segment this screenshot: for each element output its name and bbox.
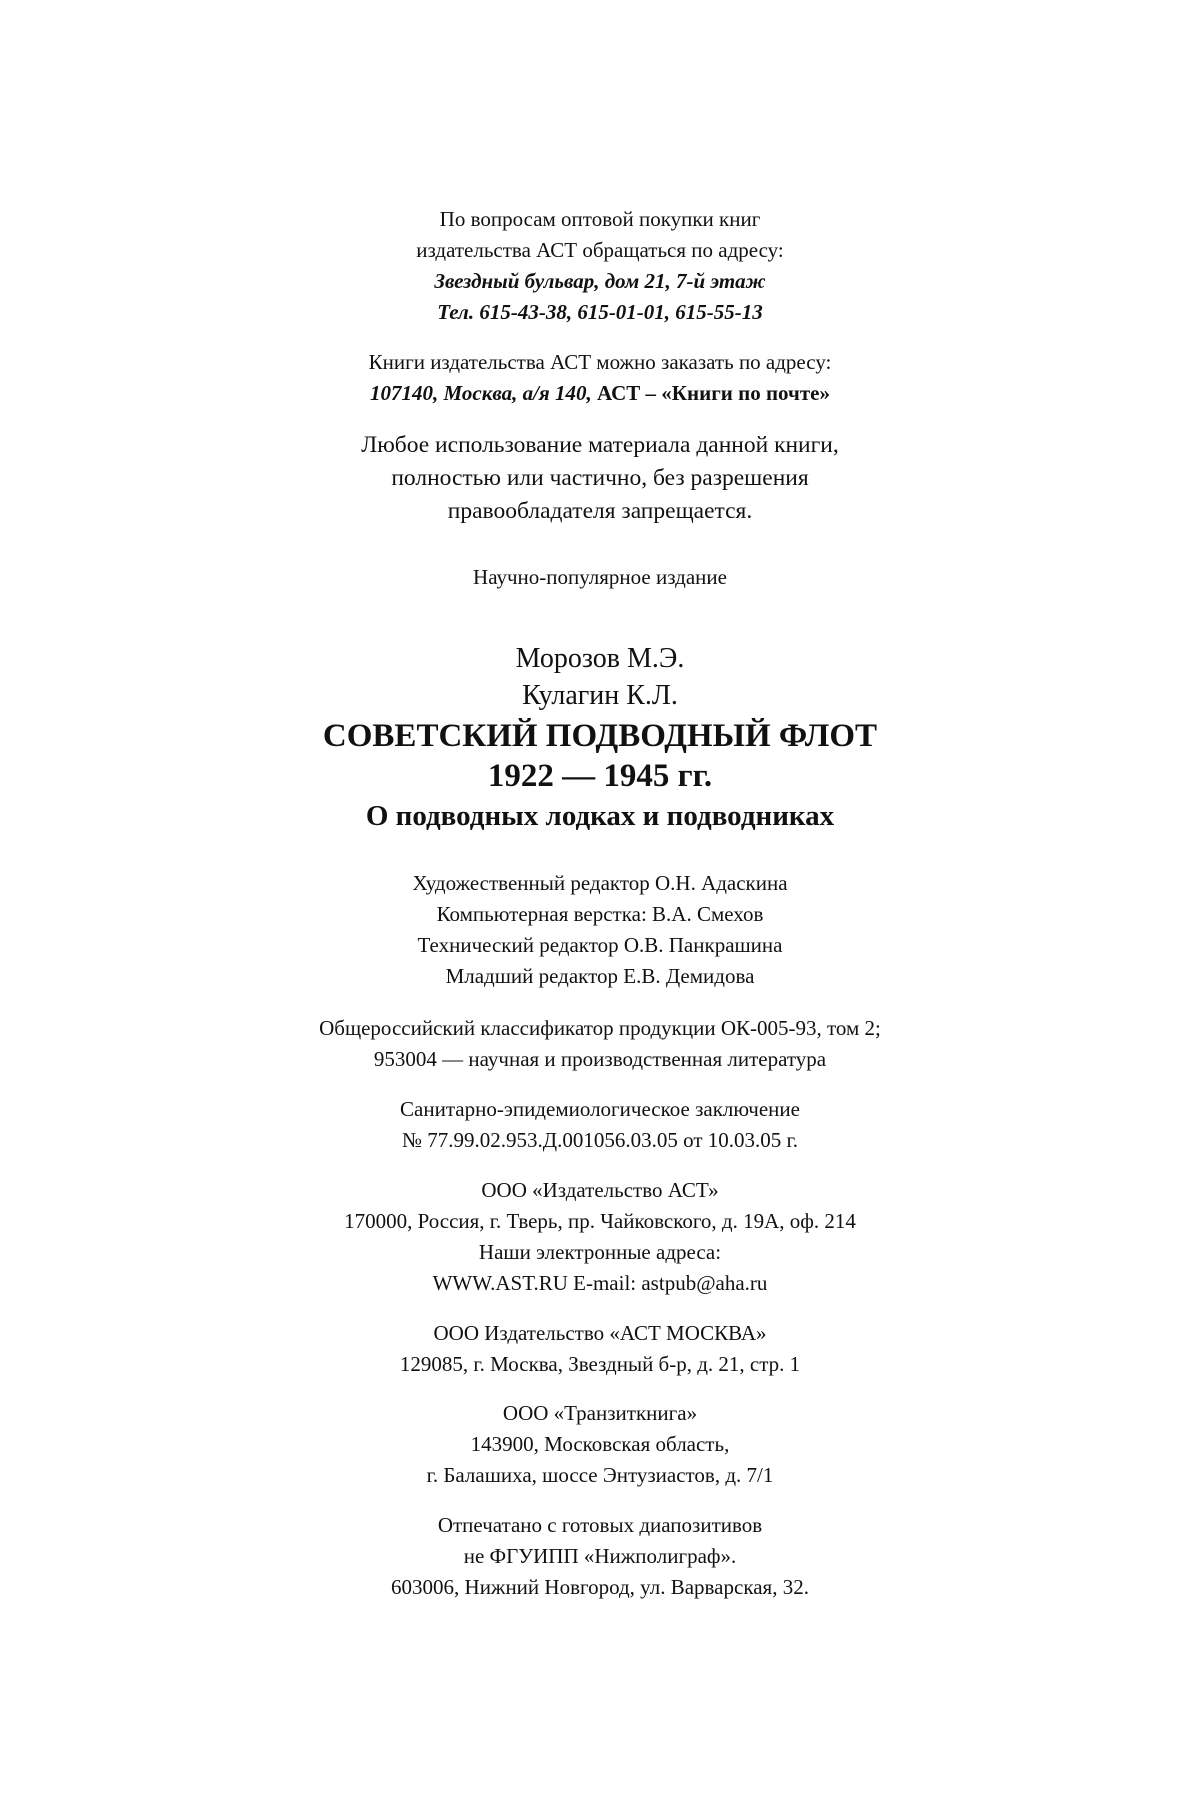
book-title: СОВЕТСКИЙ ПОДВОДНЫЙ ФЛОТ — [322, 718, 878, 754]
wholesale-address: Звездный бульвар, дом 21, 7-й этаж — [434, 269, 766, 293]
tranzit-block — [0, 1398, 1200, 1491]
publisher-moscow-address: 129085, г. Москва, Звездный б-р, д. 21, стр. 1 — [399, 1352, 801, 1376]
classifier-line-2: 953004 — научная и производственная литература — [373, 1047, 827, 1071]
tranzit-address: г. Балашиха, шоссе Энтузиастов, д. 7/1 — [426, 1463, 774, 1487]
order-postal-address: 107140, Москва, а/я 140, — [370, 381, 592, 405]
copyright-notice-block — [0, 429, 1200, 528]
order-line-1: Книги издательства АСТ можно заказать по адресу: — [368, 350, 832, 374]
printer-block — [0, 1510, 1200, 1603]
printer-line-1: Отпечатано с готовых диапозитивов — [437, 1513, 763, 1537]
book-subtitle: О подводных лодках и подводниках — [365, 800, 835, 832]
author-2: Кулагин К.Л. — [522, 680, 678, 711]
tranzit-region: 143900, Московская область, — [470, 1432, 730, 1456]
sanitary-block — [0, 1094, 1200, 1156]
wholesale-line-1: По вопросам оптовой покупки книг — [439, 207, 761, 231]
staff-layout: Компьютерная верстка: В.А. Смехов — [436, 902, 764, 926]
staff-junior-editor: Младший редактор Е.В. Демидова — [445, 964, 755, 988]
copyright-line-1: Любое использование материала данной книги, — [361, 432, 839, 458]
publisher-ast-name: ООО «Издательство АСТ» — [481, 1178, 719, 1202]
publisher-ast-block — [0, 1175, 1200, 1299]
publisher-ast-address: 170000, Россия, г. Тверь, пр. Чайковского, д. 19А, оф. 214 — [344, 1209, 856, 1233]
copyright-line-2: полностью или частично, без разрешения — [391, 465, 809, 491]
sanitary-line-2: № 77.99.02.953.Д.001056.03.05 от 10.03.05 г. — [401, 1128, 798, 1152]
printer-address: 603006, Нижний Новгород, ул. Варварская, 32. — [391, 1575, 809, 1599]
publisher-ast-email-label: Наши электронные адреса: — [478, 1240, 722, 1264]
order-mail-service: АСТ – «Книги по почте» — [591, 381, 830, 405]
copyright-line-3: правообладателя запрещается. — [447, 498, 753, 524]
order-info-block — [0, 347, 1200, 409]
book-title-block — [0, 716, 1200, 836]
staff-art-editor: Художественный редактор О.Н. Адаскина — [412, 871, 788, 895]
printer-line-2: не ФГУИПП «Нижполиграф». — [463, 1544, 737, 1568]
wholesale-line-2: издательства АСТ обращаться по адресу: — [416, 238, 784, 262]
tranzit-name: ООО «Транзиткнига» — [502, 1401, 698, 1425]
sanitary-line-1: Санитарно-эпидемиологическое заключение — [400, 1097, 800, 1121]
publisher-moscow-name: ООО Издательство «АСТ МОСКВА» — [433, 1321, 767, 1345]
authors-block — [0, 640, 1200, 714]
edition-type: Научно-популярное издание — [473, 565, 727, 589]
order-line-2 — [0, 378, 1200, 409]
classifier-line-1: Общероссийский классификатор продукции ОК-005-93, том 2; — [319, 1016, 881, 1040]
wholesale-phones: Тел. 615-43-38, 615-01-01, 615-55-13 — [437, 300, 763, 324]
classifier-block — [0, 1013, 1200, 1075]
book-years: 1922 — 1945 гг. — [487, 758, 713, 794]
staff-credits-block — [0, 868, 1200, 992]
publisher-moscow-block — [0, 1318, 1200, 1380]
edition-type-block — [0, 562, 1200, 593]
author-1: Морозов М.Э. — [515, 643, 685, 674]
publisher-ast-web: WWW.AST.RU E-mail: astpub@aha.ru — [432, 1271, 768, 1295]
staff-technical-editor: Технический редактор О.В. Панкрашина — [417, 933, 783, 957]
wholesale-info-block — [0, 204, 1200, 328]
